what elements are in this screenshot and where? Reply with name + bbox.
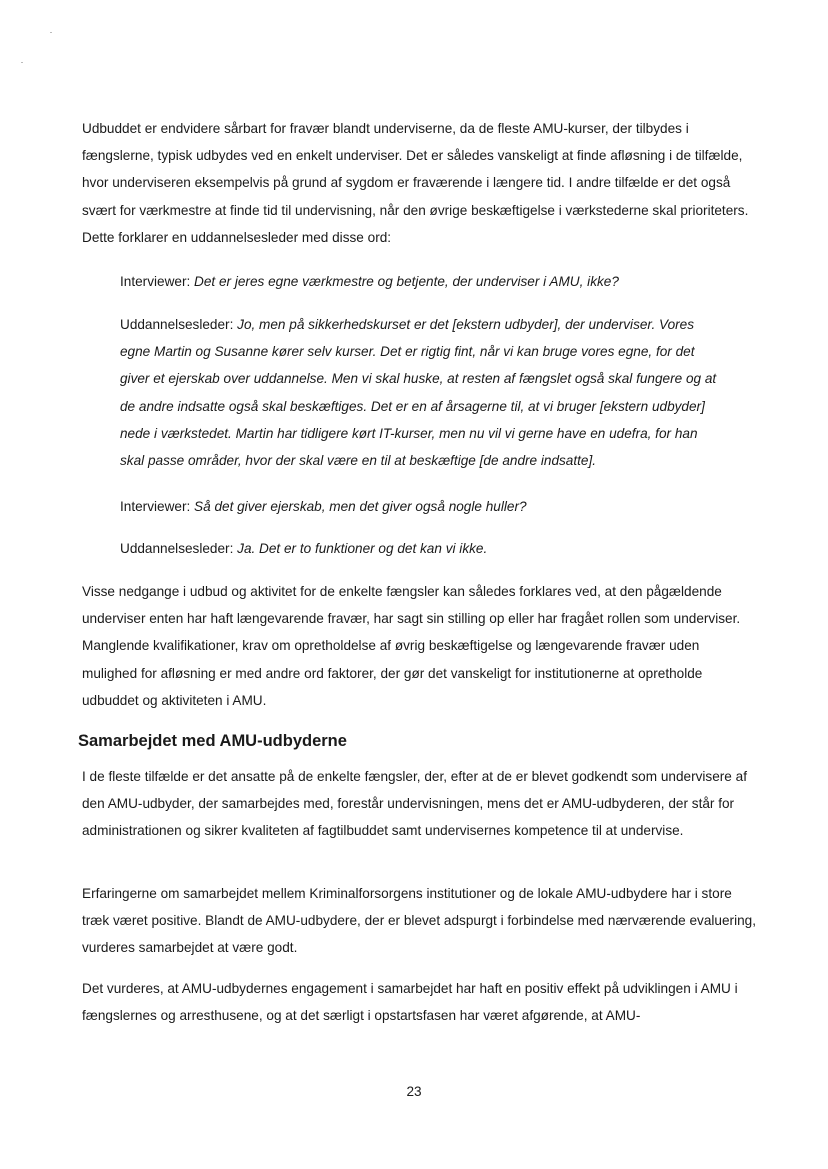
- paragraph-engagement: Det vurderes, at AMU-udbydernes engagement i samarbejdet har haft en positiv effekt på udviklingen i AMU i fængslernes og arresthusene, og at det særligt i opstartsfasen har været afgørende, at AMU-: [82, 981, 738, 1024]
- interview-line: [120, 535, 720, 562]
- interview-speaker: Uddannelsesleder:: [120, 541, 234, 556]
- interview-text: Ja. Det er to funktioner og det kan vi ikke.: [237, 541, 488, 556]
- interview-line: [120, 311, 720, 474]
- interview-text: Så det giver ejerskab, men det giver også nogle huller?: [194, 499, 527, 514]
- paragraph-ansatte: I de fleste tilfælde er det ansatte på de enkelte fængsler, der, efter at de er blevet godkendt som undervisere af den AMU-udbyder, der samarbejdes med, forestår undervisningen, mens det er AMU-udbyderen, der står for administrationen og sikrer kvaliteten af fagtilbuddet samt undervisernes kompetence til at undervise.: [82, 769, 747, 839]
- interview-speaker: Uddannelsesleder:: [120, 317, 234, 332]
- interview-line: [120, 493, 720, 520]
- section-heading: Samarbejdet med AMU-udbyderne: [78, 732, 347, 750]
- interview-speaker: Interviewer:: [120, 499, 191, 514]
- interview-speaker: Interviewer:: [120, 274, 191, 289]
- scan-speck: [50, 32, 52, 33]
- paragraph-fravaer: Udbuddet er endvidere sårbart for fravær blandt underviserne, da de fleste AMU-kurser, der tilbydes i fængslerne, typisk udbydes ved en enkelt underviser. Det er således vanskeligt at finde afløsning i de tilfælde, hvor underviseren eksempelvis på grund af sygdom er fraværende i længere tid. I andre tilfælde er det også svært for værkmestre at finde tid til undervisning, når den øvrige beskæftigelse i værkstederne skal prioriteters. Dette forklarer en uddannelsesleder med disse ord:: [82, 121, 749, 245]
- paragraph-nedgange: Visse nedgange i udbud og aktivitet for de enkelte fængsler kan således forklares ved, at den pågældende underviser enten har haft længevarende fravær, har sagt sin stilling op eller har fragået rollen som underviser. Manglende kvalifikationer, krav om opretholdelse af øvrig beskæftigelse og længevarende fravær uden mulighed for afløsning er med andre ord faktorer, der gør det vanskeligt for institutionerne at opretholde udbuddet og aktiviteten i AMU.: [82, 584, 741, 708]
- interview-text: Jo, men på sikkerhedskurset er det [ekstern udbyder], der underviser. Vores egne Martin og Susanne kører selv kurser. Det er rigtig fint, når vi kan bruge vores egne, for det giver et ejerskab over uddannelse. Men vi skal huske, at resten af fængslet også skal fungere og at de andre indsatte også skal beskæftiges. Det er en af årsagerne til, at vi bruger [ekstern udbyder] nede i værkstedet. Martin har tidligere kørt IT-kurser, men nu vil vi gerne have en udefra, for han skal passe områder, hvor der skal være en til at beskæftige [de andre indsatte].: [120, 317, 717, 469]
- interview-text: Det er jeres egne værkmestre og betjente, der underviser i AMU, ikke?: [194, 274, 619, 289]
- interview-line: [120, 268, 720, 295]
- scan-speck: [21, 62, 23, 63]
- page-number: 23: [406, 1084, 422, 1099]
- paragraph-erfaringer: Erfaringerne om samarbejdet mellem Kriminalforsorgens institutioner og de lokale AMU-udbydere har i store træk været positive. Blandt de AMU-udbydere, der er blevet adspurgt i forbindelse med nærværende evaluering, vurderes samarbejdet at være godt.: [82, 886, 756, 956]
